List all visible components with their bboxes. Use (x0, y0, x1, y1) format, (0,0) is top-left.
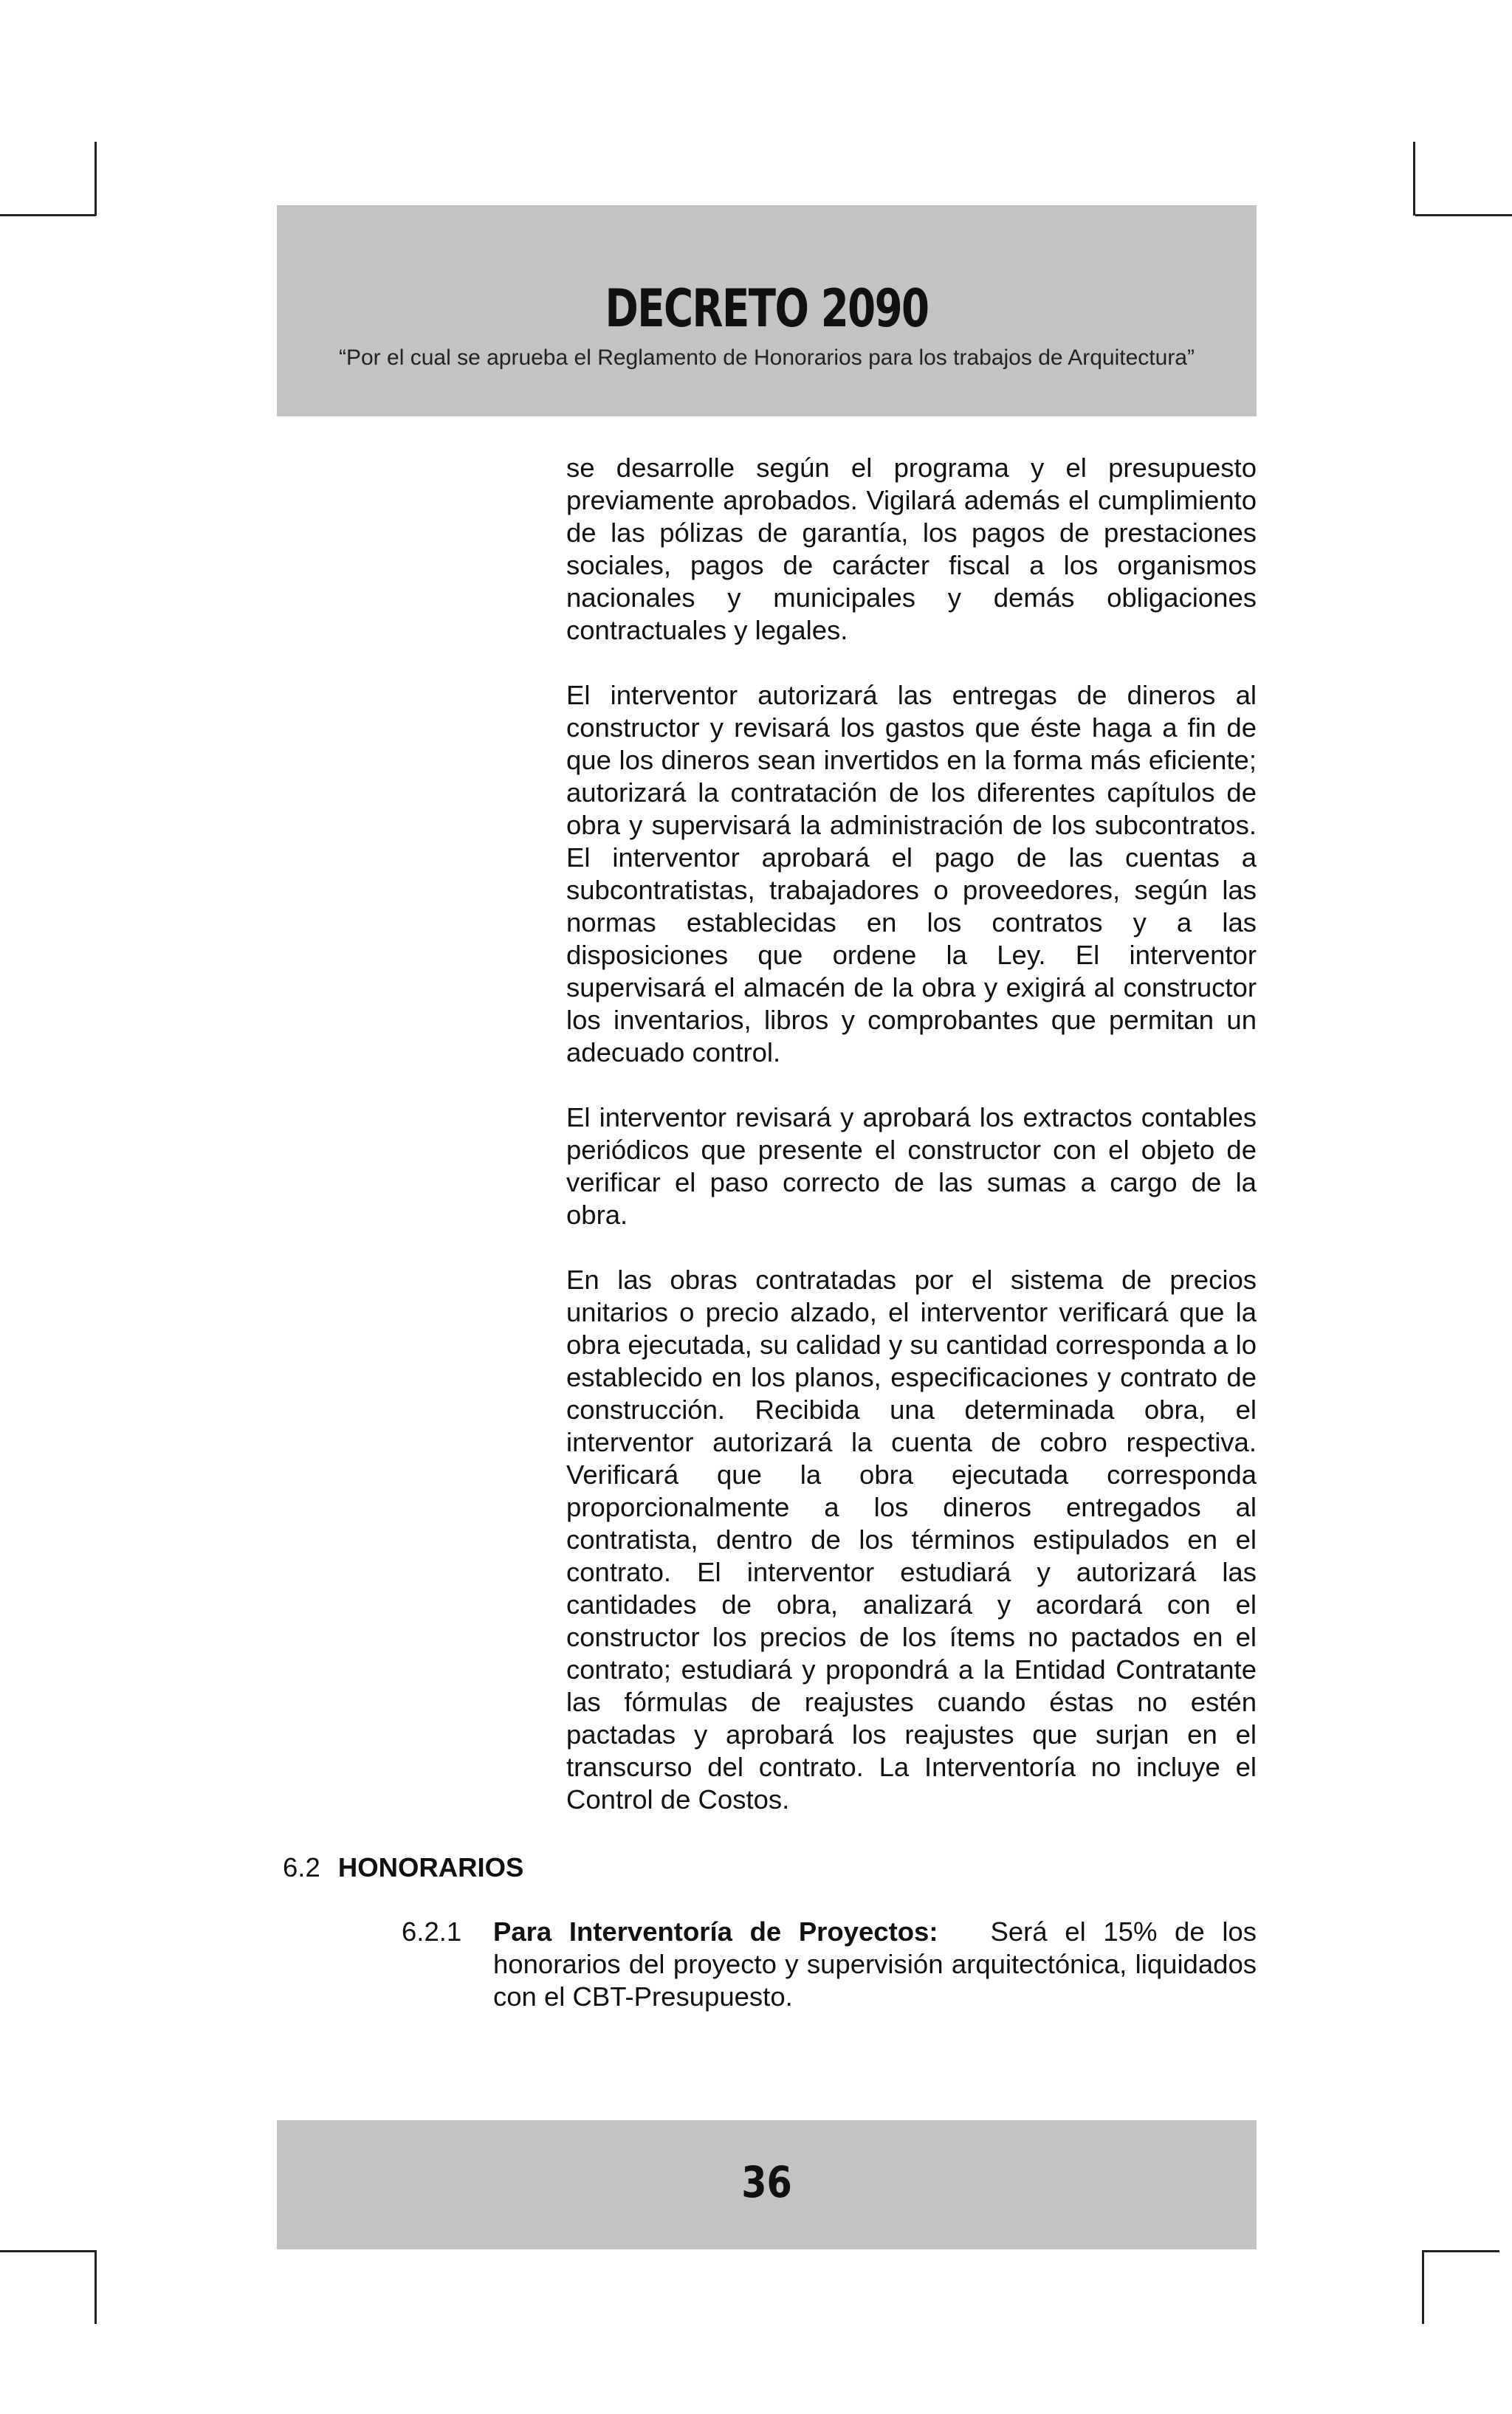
crop-mark-bottom-left (94, 2250, 97, 2324)
page-number: 36 (741, 2157, 792, 2207)
paragraph: En las obras contratadas por el sistema de precios unitarios o precio alzado, el interventor verificará que la obra ejecutada, su calidad y su cantidad corresponda a lo establecido en los planos, especificaciones y contrato de construcción. Recibida una determinada obra, el interventor autorizará la cuenta de cobro respectiva. Verificará que la obra ejecutada corresponda proporcionalmente a los dineros entregados al contratista, dentro de los términos estipulados en el contrato. El interventor estudiará y autorizará las cantidades de obra, analizará y acordará con el constructor los precios de los ítems no pactados en el contrato; estudiará y propondrá a la Entidad Contratante las fórmulas de reajustes cuando éstas no estén pactadas y aprobará los reajustes que surjan en el transcurso del contrato. La Interventoría no incluye el Control de Costos. (566, 1265, 1257, 1815)
subsection-number: 6.2.1 (402, 1916, 462, 1947)
subsection-body (493, 1916, 1257, 2013)
body-text (566, 452, 1257, 1849)
document-title: DECRETO 2090 (605, 278, 929, 339)
crop-mark-bottom-right (1422, 2250, 1424, 2324)
subsection-text: Será el 15% de los honorarios del proyecto y supervisión arquitectónica, liquidados con el CBT-Presupuesto. (493, 1916, 1257, 2012)
crop-mark-top-left (0, 214, 96, 216)
document-subtitle: “Por el cual se aprueba el Reglamento de Honorarios para los trabajos de Arquitectura” (339, 345, 1195, 370)
paragraph: El interventor autorizará las entregas de dineros al constructor y revisará los gastos que éste haga a fin de que los dineros sean invertidos en la forma más eficiente; autorizará la contratación de los diferentes capítulos de obra y supervisará la administración de los subcontratos. El interventor aprobará el pago de las cuentas a subcontratistas, trabajadores o proveedores, según las normas establecidas en los contratos y a las disposiciones que ordene la Ley. El interventor supervisará el almacén de la obra y exigirá al constructor los inventarios, libros y comprobantes que permitan un adecuado control. (566, 680, 1257, 1067)
crop-mark-bottom-right (1422, 2250, 1499, 2252)
crop-mark-top-right (1413, 142, 1415, 216)
paragraph: se desarrolle según el programa y el presupuesto previamente aprobados. Vigilará además el cumplimiento de las pólizas de garantía, los pagos de prestaciones sociales, pagos de carácter fiscal a los organismos nacionales y municipales y demás obligaciones contractuales y legales. (566, 453, 1257, 645)
crop-mark-bottom-left (0, 2250, 96, 2252)
crop-mark-top-left (94, 142, 97, 216)
page-footer (277, 2120, 1257, 2249)
subsection-title: Para Interventoría de Proyectos: (493, 1916, 938, 1947)
crop-mark-top-right (1415, 214, 1512, 216)
section-title: HONORARIOS (337, 1852, 524, 1882)
page-header (277, 205, 1257, 416)
paragraph: El interventor revisará y aprobará los extractos contables periódicos que presente el constructor con el objeto de verificar el paso correcto de las sumas a cargo de la obra. (566, 1102, 1257, 1230)
section-heading (283, 1851, 523, 1884)
section-number: 6.2 (283, 1852, 320, 1882)
